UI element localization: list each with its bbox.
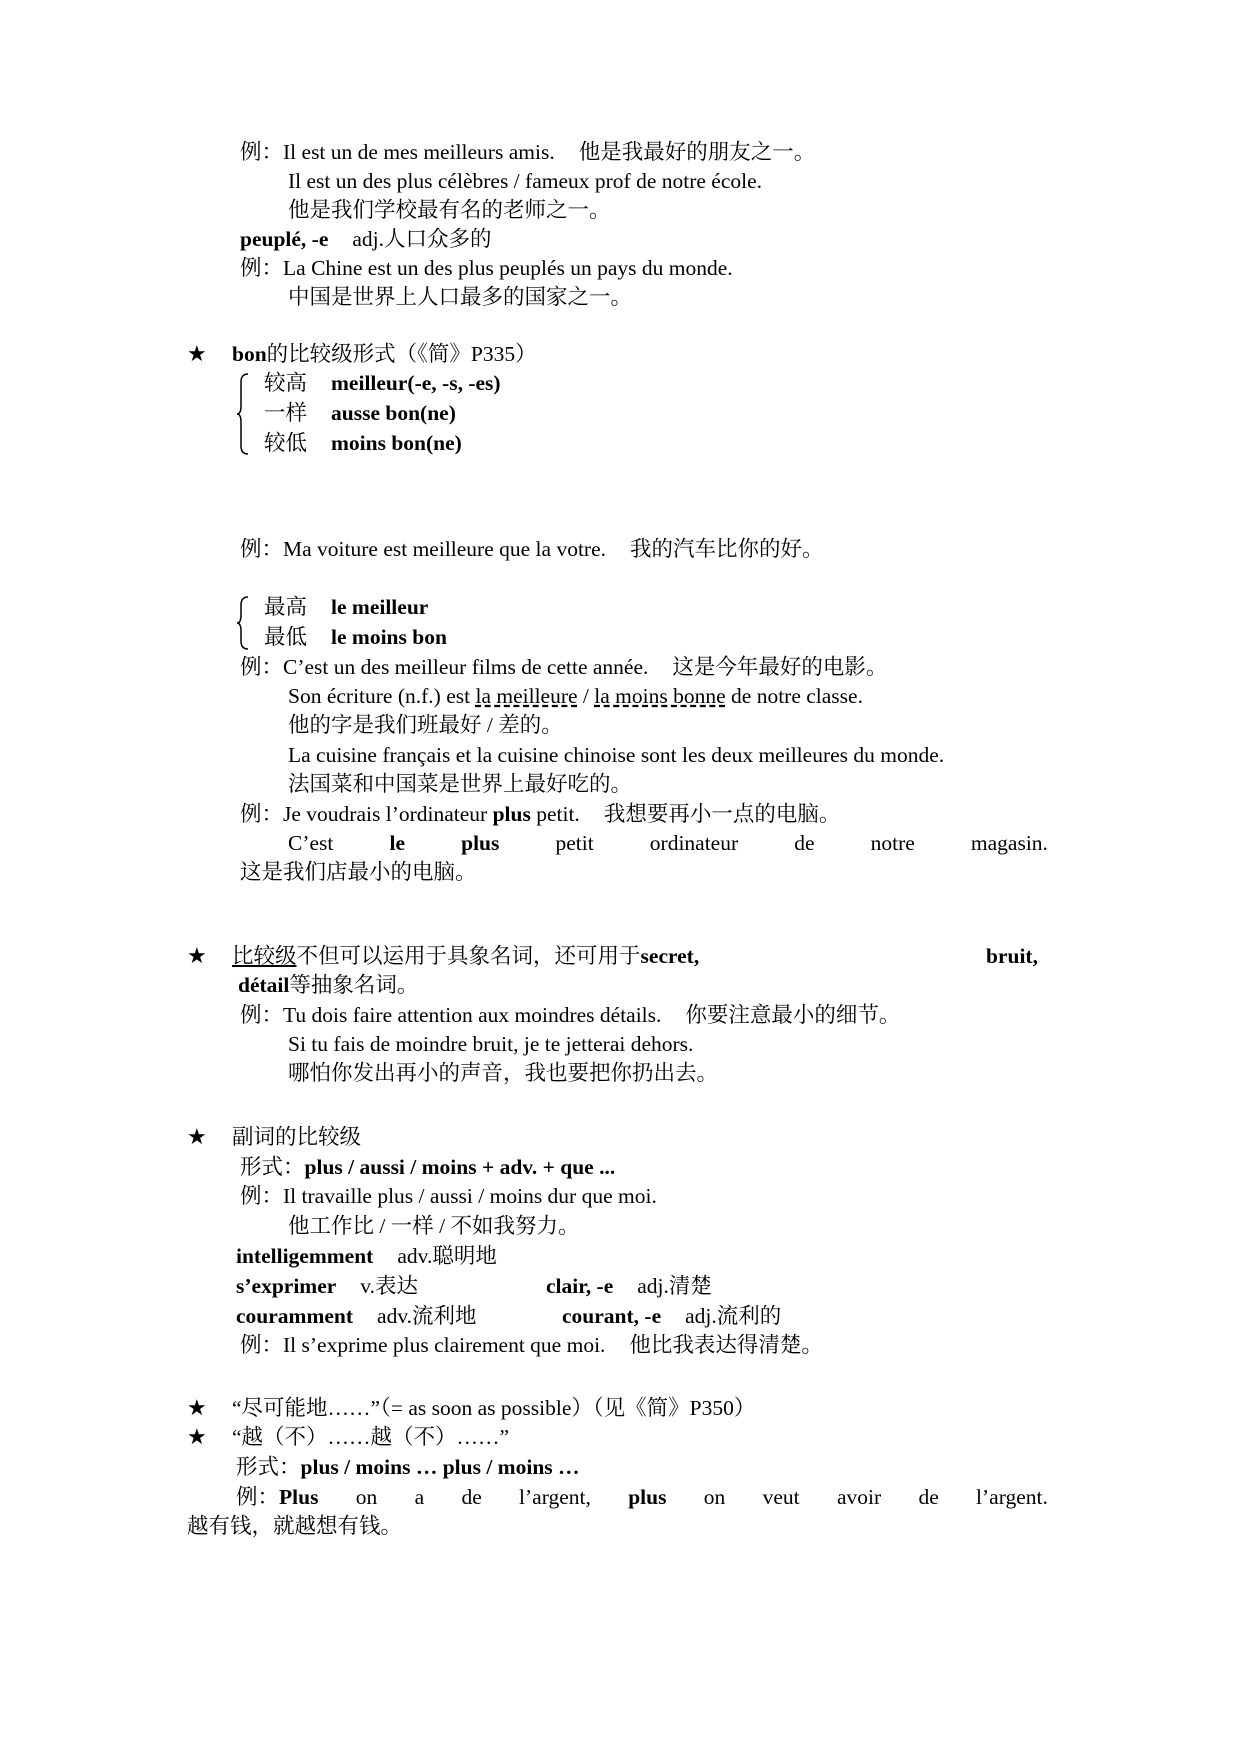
example-label: 例： [240,140,284,164]
text-line: 他工作比 / 一样 / 不如我努力。 [288,1214,580,1238]
text-line: 哪怕你发出再小的声音，我也要把你扔出去。 [288,1061,719,1085]
form-line: 形式：plus / aussi / moins + adv. + que ... [240,1155,616,1179]
text-line: La cuisine français et la cuisine chinoise sont les deux meilleures du monde. [288,743,945,767]
example-line: 例：La Chine est un des plus peuplés un pays du monde. [240,256,733,280]
section-heading: “越（不）……越（不）……” [232,1425,510,1449]
justified-line: C’est le plus petit ordinateur de notre magasin. [288,831,1048,855]
text-line: 越有钱，就越想有钱。 [187,1514,403,1538]
text-line: 他是我们学校最有名的老师之一。 [288,198,611,222]
example-line: 例：Il travaille plus / aussi / moins dur que moi. [240,1184,657,1208]
example-line: 例：C’est un des meilleur films de cette année. 这是今年最好的电影。 [240,655,888,679]
bold-word: bruit, [986,944,1038,968]
star-icon: ★ [187,1395,207,1420]
vocab-line: intelligemment adv.聪明地 [236,1244,497,1268]
left-brace-icon [236,372,250,456]
text-line: 这是我们店最小的电脑。 [240,860,477,884]
section-heading: “尽可能地……”（= as soon as possible）（见《简》P350） [232,1396,756,1420]
section-heading: 比较级不但可以运用于具象名词，还可用于secret, [232,944,700,968]
justified-line: 例：Plus on a de l’argent, plus on veut avoir de l’argent. [236,1485,1048,1509]
example-line: 例：Il est un de mes meilleurs amis. 他是我最好的朋友之一。 [240,140,816,164]
star-icon: ★ [187,943,207,968]
star-icon: ★ [187,341,207,366]
example-line: 例：Il s’exprime plus clairement que moi. 他比我表达得清楚。 [240,1333,823,1357]
text-line: 中国是世界上人口最多的国家之一。 [288,285,633,309]
star-icon: ★ [187,1424,207,1449]
comparison-row: 较高 meilleur(-e, -s, -es) [264,371,501,395]
vocab-line: peuplé, -e adj.人口众多的 [240,227,492,251]
vocab-line: s’exprimer v.表达 [236,1274,419,1298]
vocab-line: clair, -e adj.清楚 [546,1274,712,1298]
comparison-row: 一样 ausse bon(ne) [264,401,456,425]
text-line: 法国菜和中国菜是世界上最好吃的。 [288,772,633,796]
vocab-word: peuplé, -e [240,227,329,251]
text-line: Si tu fais de moindre bruit, je te jetterai dehors. [288,1032,694,1056]
text-line: détail等抽象名词。 [238,973,419,997]
example-line: 例：Ma voiture est meilleure que la votre. 我的汽车比你的好。 [240,537,824,561]
comparison-row: 较低 moins bon(ne) [264,431,462,455]
vocab-line: courant, -e adj.流利的 [562,1304,782,1328]
section-heading: 副词的比较级 [232,1125,362,1149]
text-line: Il est un des plus célèbres / fameux prof de notre école. [288,169,763,193]
section-heading: bon的比较级形式（《简》P335） [232,342,537,366]
vocab-line: couramment adv.流利地 [236,1304,477,1328]
example-line: 例：Tu dois faire attention aux moindres détails. 你要注意最小的细节。 [240,1003,901,1027]
text-line: Son écriture (n.f.) est la meilleure / la moins bonne de notre classe. [288,684,863,708]
superlative-row: 最高 le meilleur [264,595,429,619]
superlative-row: 最低 le moins bon [264,625,447,649]
text-line: 他的字是我们班最好 / 差的。 [288,713,563,737]
left-brace-icon [236,595,250,651]
star-icon: ★ [187,1124,207,1149]
example-line: 例：Je voudrais l’ordinateur plus petit. 我想要再小一点的电脑。 [240,802,841,826]
form-line: 形式：plus / moins … plus / moins … [236,1455,580,1479]
